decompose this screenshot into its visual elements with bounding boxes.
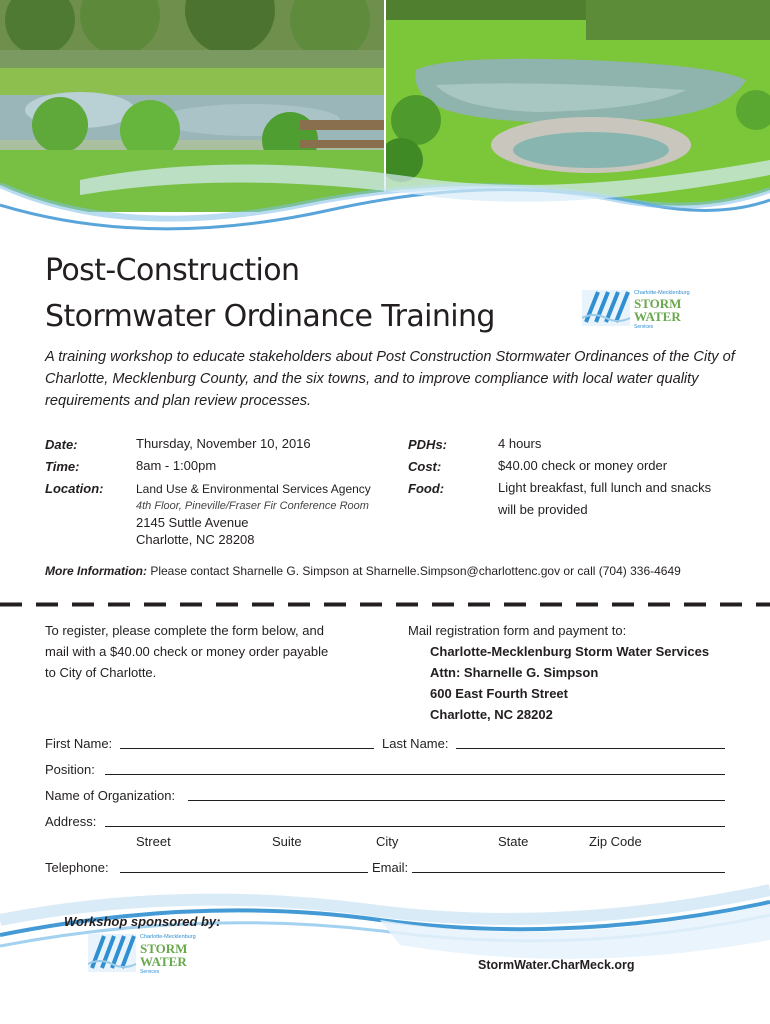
position-label: Position: (45, 762, 95, 777)
mail-addr-4: Charlotte, NC 28202 (430, 707, 553, 722)
logo-word-water: WATER (634, 309, 681, 324)
sponsored-by-label: Workshop sponsored by: (64, 914, 221, 929)
food-label: Food: (408, 481, 445, 496)
date-value: Thursday, November 10, 2016 (136, 436, 311, 451)
registration-instructions (45, 620, 375, 683)
mail-addr-1: Charlotte-Mecklenburg Storm Water Services (430, 644, 710, 659)
telephone-label: Telephone: (45, 860, 109, 875)
logo-services-text: Services (634, 324, 654, 330)
address-zip-hint: Zip Code (589, 834, 642, 849)
more-information (45, 564, 681, 578)
date-label: Date: (45, 437, 78, 452)
footer-logo-org-text: Charlotte-Mecklenburg (140, 934, 196, 940)
logo-org-text: Charlotte-Mecklenburg (634, 290, 690, 296)
address-city-hint: City (376, 834, 399, 849)
header-wave (0, 0, 770, 245)
last-name-label: Last Name: (382, 736, 449, 751)
more-info-text: Please contact Sharnelle G. Simpson at Sharnelle.Simpson@charlottenc.gov or call (704) 336-4649 (147, 564, 681, 578)
first-name-label: First Name: (45, 736, 113, 751)
location-street: 2145 Suttle Avenue (136, 515, 249, 530)
address-label: Address: (45, 814, 97, 829)
title-line-1: Post-Construction (45, 253, 300, 288)
mailing-address (408, 620, 748, 725)
food-line-1: Light breakfast, full lunch and snacks (498, 480, 712, 495)
logo-word-storm: STORM (634, 296, 682, 311)
mail-intro: Mail registration form and payment to: (408, 623, 627, 638)
email-label: Email: (372, 860, 409, 875)
reg-left-line-3: to City of Charlotte. (45, 665, 157, 680)
website-link[interactable]: StormWater.CharMeck.org (478, 958, 635, 972)
last-name-field[interactable] (456, 748, 725, 749)
location-city: Charlotte, NC 28208 (136, 532, 255, 547)
storm-water-logo (582, 286, 692, 330)
location-name: Land Use & Environmental Services Agency (136, 482, 371, 496)
reg-left-line-2: mail with a $40.00 check or money order payable (45, 644, 329, 659)
address-suite-hint: Suite (272, 834, 302, 849)
time-label: Time: (45, 459, 80, 474)
cut-line (0, 602, 770, 607)
footer-logo-word-storm: STORM (140, 941, 188, 956)
footer-logo-services-text: Services (140, 969, 160, 975)
pdhs-label: PDHs: (408, 437, 448, 452)
cost-label: Cost: (408, 459, 442, 474)
address-street-hint: Street (136, 834, 171, 849)
time-value: 8am - 1:00pm (136, 458, 217, 473)
location-room: 4th Floor, Pineville/Fraser Fir Conference Room (136, 500, 369, 512)
address-field[interactable] (105, 826, 725, 827)
location-label: Location: (45, 481, 104, 496)
email-field[interactable] (412, 872, 725, 873)
footer-logo-word-water: WATER (140, 954, 187, 969)
mail-addr-3: 600 East Fourth Street (430, 686, 568, 701)
first-name-field[interactable] (120, 748, 374, 749)
title-line-2: Stormwater Ordinance Training (45, 299, 495, 334)
organization-label: Name of Organization: (45, 788, 176, 803)
food-line-2: will be provided (498, 502, 588, 517)
more-info-label: More Information: (45, 564, 147, 578)
page-title (45, 248, 495, 340)
address-state-hint: State (498, 834, 529, 849)
organization-field[interactable] (188, 800, 725, 801)
telephone-field[interactable] (120, 872, 368, 873)
storm-water-logo-footer (88, 930, 198, 976)
cost-value: $40.00 check or money order (498, 458, 668, 473)
pdhs-value: 4 hours (498, 436, 542, 451)
position-field[interactable] (105, 774, 725, 775)
header-photos (0, 0, 770, 245)
reg-left-line-1: To register, please complete the form below, and (45, 623, 324, 638)
subtitle: A training workshop to educate stakeholders about Post Construction Stormwater Ordinances of the City of Charlotte, Mecklenburg County, and the six towns, and to improve compliance with local water quality requirements and plan review processes. (45, 349, 735, 409)
mail-addr-2: Attn: Sharnelle G. Simpson (430, 665, 599, 680)
